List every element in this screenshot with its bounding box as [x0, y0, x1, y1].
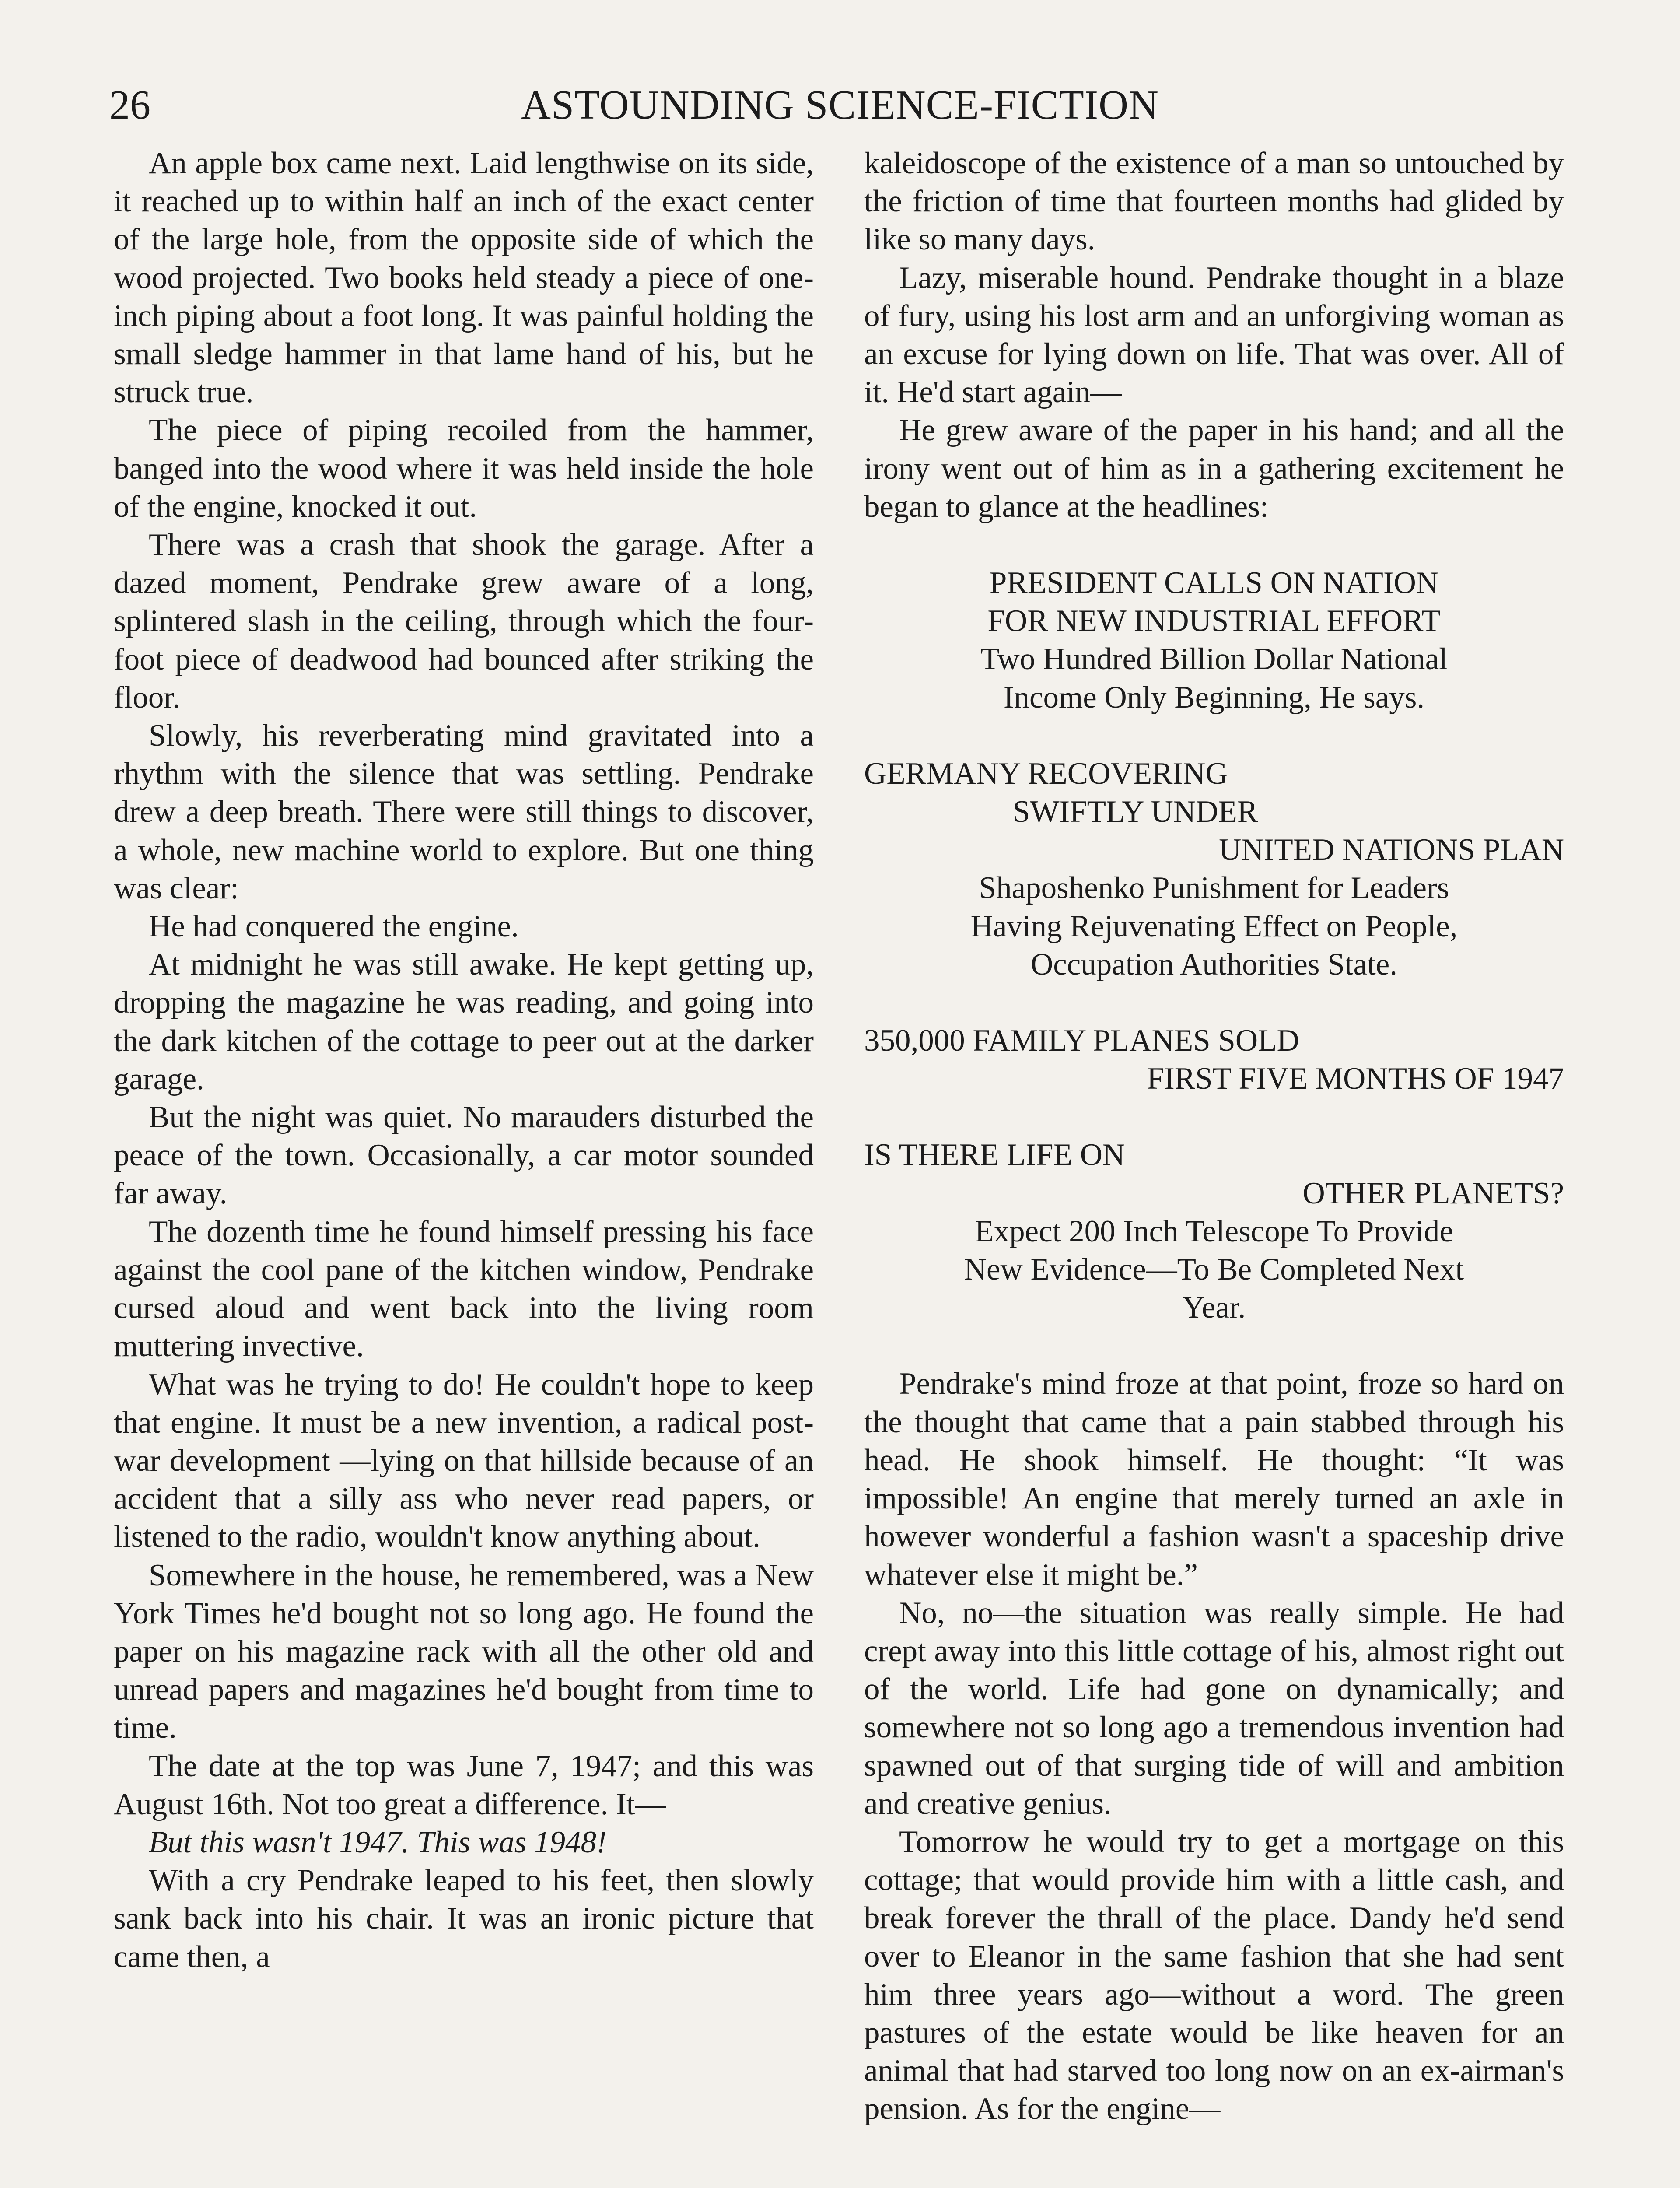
headline-line: OTHER PLANETS?: [1302, 1176, 1564, 1210]
headline-line: PRESIDENT CALLS ON NATION: [989, 566, 1439, 600]
headline-line: 350,000 FAMILY PLANES SOLD: [864, 1024, 1299, 1058]
headline-line: FOR NEW INDUSTRIAL EFFORT: [987, 604, 1441, 638]
subheadline-line: Two Hundred Billion Dollar National: [980, 642, 1448, 677]
paragraph: kaleidoscope of the existence of a man so untouched by the friction of time that fourteen months had glided by like so many days.: [864, 146, 1564, 257]
left-column: [114, 144, 814, 1976]
paragraph: The date at the top was June 7, 1947; and this was August 16th. Not too great a difference. It—: [114, 1749, 814, 1821]
headline-line: IS THERE LIFE ON: [864, 1138, 1125, 1172]
headline-germany: [864, 755, 1564, 984]
paragraph: Slowly, his reverberating mind gravitated into a rhythm with the silence that was settling. Pendrake drew a deep breath. There were still things to discover, a whole, new machine world to explore. But one thing was clear:: [114, 719, 814, 905]
paragraph: No, no—the situation was really simple. He had crept away into this little cottage of his, almost right out of the world. Life had gone on dynamically; and somewhere not so long ago a tremendous invention had spawned out of that surging tide of will and ambition and creative genius.: [864, 1595, 1564, 1821]
subheadline-line: Shaposhenko Punishment for Leaders: [979, 871, 1449, 905]
subheadline-line: Year.: [1182, 1290, 1246, 1325]
paragraph: The dozenth time he found himself pressing his face against the cool pane of the kitchen window, Pendrake cursed aloud and went back into the living room muttering invective.: [114, 1214, 814, 1364]
paragraph: He grew aware of the paper in his hand; and all the irony went out of him as in a gathering excitement he began to glance at the headlines:: [864, 413, 1564, 524]
running-title: ASTOUNDING SCIENCE-FICTION: [521, 82, 1159, 128]
paragraph: Pendrake's mind froze at that point, froze so hard on the thought that came that a pain stabbed through his head. He shook himself. He thought: “It was impossible! An engine that merely turned an axle in however wonderful a fashion wasn't a spaceship drive whatever else it might be.”: [864, 1367, 1564, 1592]
paragraph: What was he trying to do! He couldn't hope to keep that engine. It must be a new invention, a radical post-war development —lying on that hillside because of an accident that a silly ass who never read papers, or listened to the radio, wouldn't know anything about.: [114, 1367, 814, 1554]
paragraph: At midnight he was still awake. He kept getting up, dropping the magazine he was reading, and going into the dark kitchen of the cottage to peer out at the darker garage.: [114, 947, 814, 1096]
paragraph: Lazy, miserable hound. Pendrake thought in a blaze of fury, using his lost arm and an unforgiving woman as an excuse for lying down on life. That was over. All of it. He'd start again—: [864, 260, 1564, 410]
paragraph: But the night was quiet. No marauders disturbed the peace of the town. Occasionally, a car motor sounded far away.: [114, 1100, 814, 1211]
headline-line: GERMANY RECOVERING: [864, 756, 1228, 791]
subheadline-line: Occupation Authorities State.: [1030, 947, 1398, 982]
paragraph: With a cry Pendrake leaped to his feet, then slowly sank back into his chair. It was an ironic picture that came then, a: [114, 1863, 814, 1974]
paragraph: Tomorrow he would try to get a mortgage on this cottage; that would provide him with a little cash, and break forever the thrall of the place. Dandy he'd send over to Eleanor in the same fashion that she had sent him three years ago—without a word. The green pastures of the estate would be like heaven for an animal that had starved too long now on an ex-airman's pension. As for the engine—: [864, 1824, 1564, 2126]
headline-line: FIRST FIVE MONTHS OF 1947: [1147, 1062, 1564, 1096]
headline-family-planes: [864, 1022, 1564, 1098]
headline-line: UNITED NATIONS PLAN: [1219, 833, 1564, 867]
headline-life-on-planets: [864, 1136, 1564, 1327]
paragraph: An apple box came next. Laid lengthwise on its side, it reached up to within half an inch of the exact center of the large hole, from the opposite side of which the wood projected. Two books held steady a piece of one-inch piping about a foot long. It was painful holding the small sledge hammer in that lame hand of his, but he struck true.: [114, 146, 814, 410]
paragraph: There was a crash that shook the garage. After a dazed moment, Pendrake grew aware of a long, splintered slash in the ceiling, through which the four-foot piece of deadwood had bounced after striking the floor.: [114, 528, 814, 715]
paragraph: Somewhere in the house, he remembered, was a New York Times he'd bought not so long ago. He found the paper on his magazine rack with all the other old and unread papers and magazines he'd bought from time to time.: [114, 1558, 814, 1745]
headline-line: SWIFTLY UNDER: [1013, 795, 1258, 829]
headline-president: [864, 564, 1564, 717]
right-column: [864, 144, 1564, 2128]
paragraph: He had conquered the engine.: [149, 909, 519, 944]
page-number: 26: [109, 82, 150, 128]
subheadline-line: Income Only Beginning, He says.: [1003, 680, 1425, 715]
italic-paragraph: But this wasn't 1947. This was 1948!: [149, 1825, 607, 1859]
subheadline-line: Having Rejuvenating Effect on People,: [970, 909, 1458, 943]
paragraph: The piece of piping recoiled from the hammer, banged into the wood where it was held inside the hole of the engine, knocked it out.: [114, 413, 814, 524]
subheadline-line: Expect 200 Inch Telescope To Provide: [975, 1214, 1453, 1248]
subheadline-line: New Evidence—To Be Completed Next: [964, 1252, 1464, 1287]
page-header: [109, 79, 1571, 131]
